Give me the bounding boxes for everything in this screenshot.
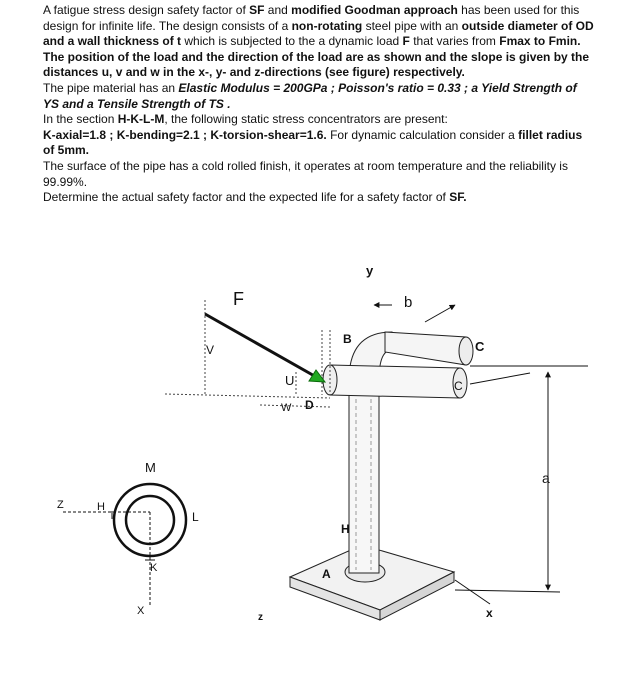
label-U: U — [285, 373, 295, 388]
label-b: b — [404, 294, 413, 311]
p3-props: Elastic Modulus = 200GPa ; Poisson's ratio = 0.33 ; a Yield Strength of YS and a Tensile Strength of TS . — [43, 80, 577, 111]
label-F: F — [233, 289, 244, 309]
p1-pipe: non-rotating — [291, 18, 363, 33]
label-H-section: H — [97, 501, 105, 513]
load-arrowhead — [309, 370, 325, 382]
label-x: x — [486, 606, 493, 620]
label-W: W — [281, 402, 292, 414]
upper-pipe — [385, 332, 473, 365]
label-M: M — [145, 460, 156, 475]
load-line — [205, 314, 318, 378]
label-H-pipe: H — [341, 522, 350, 536]
label-B: B — [343, 332, 352, 346]
horizontal-arm — [323, 365, 467, 398]
dimension-c-line — [425, 305, 455, 322]
vertical-pipe — [349, 378, 379, 573]
p5-fillet: fillet radius of 5mm. — [43, 127, 583, 158]
label-V: V — [206, 343, 215, 357]
label-Z: Z — [57, 499, 64, 511]
p1-text-d: steel pipe with an — [362, 18, 462, 33]
label-C-lower: C — [454, 379, 463, 393]
label-A: A — [322, 567, 331, 581]
p1-text-b: and — [264, 3, 292, 17]
dashed-guides — [165, 300, 330, 407]
p3-text-a: The pipe material has an — [43, 80, 179, 95]
p4-text-b: , the following static stress concentrators are present: — [164, 112, 448, 127]
x-axis — [455, 580, 490, 604]
p5-text-a: For dynamic calculation consider a — [326, 127, 519, 142]
p4-section: H-K-L-M — [117, 112, 165, 127]
label-y: y — [366, 263, 374, 278]
p1-text-a: A fatigue stress design safety factor of — [43, 3, 250, 17]
p4-text-a: In the section — [43, 112, 118, 127]
c-extension — [470, 373, 530, 384]
p1-goodman: modified Goodman approach — [291, 3, 458, 17]
p1-range: Fmax to Fmin. — [499, 34, 581, 49]
label-L: L — [192, 510, 199, 524]
p7-sf: SF. — [449, 190, 467, 205]
p1-text-e: which is subjected to the a dynamic load — [181, 34, 403, 49]
p1-sf: SF — [249, 3, 265, 17]
label-D: D — [305, 398, 314, 412]
p5-k: K-axial=1.8 ; K-bending=2.1 ; K-torsion-shear=1.6. — [43, 127, 327, 142]
p2-text: The position of the load and the direction of the load are as shown and the slope is given by the distances u, v and w in the x-, y- and z-directions (see figure) respectively. — [43, 49, 590, 80]
p1-f: F — [402, 34, 410, 49]
label-C: C — [475, 339, 485, 354]
p1-text-g: that varies from — [409, 34, 500, 49]
p1-text-c: has been used for this design for infinite life. The design consists of a — [43, 3, 580, 33]
label-X-section: X — [137, 605, 145, 617]
p6-text: The surface of the pipe has a cold rolled finish, it operates at room temperature and the reliability is 99.99%. — [43, 158, 568, 189]
cross-section — [57, 460, 199, 617]
label-K: K — [150, 562, 158, 574]
p1-od: outside diameter of OD and a wall thickness of t — [43, 18, 594, 49]
label-a: a — [542, 470, 550, 486]
label-z-bottom: z — [258, 612, 263, 623]
p7-text-a: Determine the actual safety factor and the expected life for a safety factor of — [43, 190, 450, 205]
